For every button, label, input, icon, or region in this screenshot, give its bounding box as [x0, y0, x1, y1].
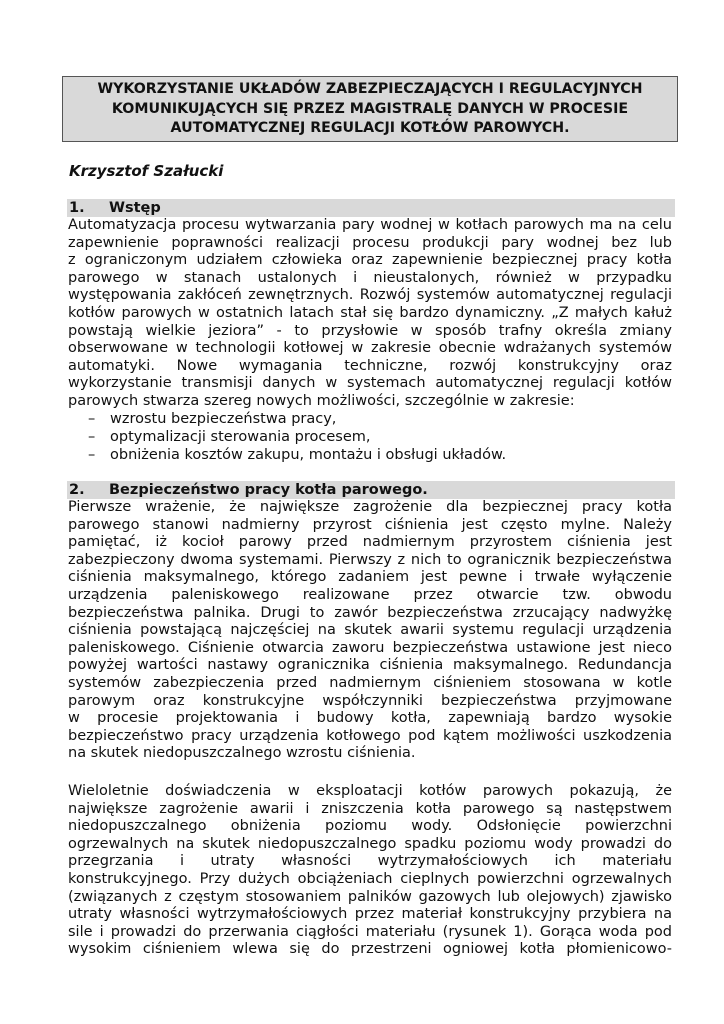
paragraph-line: ogrzewalnych na skutek niedopuszczalnego spadku poziomu wody prowadzi do — [68, 835, 672, 852]
title-line-3: AUTOMATYCZNEJ REGULACJI KOTŁÓW PAROWYCH. — [170, 120, 570, 136]
paragraph-line: na skutek niedopuszczalnego wzrostu ciśnienia. — [68, 745, 416, 762]
section-1-bullet-list — [88, 410, 506, 464]
dash-bullet-icon: – — [88, 411, 96, 427]
dash-bullet-icon: – — [88, 429, 96, 445]
section-1-paragraph — [68, 217, 672, 411]
section-1-heading — [67, 199, 675, 217]
paragraph-line: zapewnienie poprawności realizacji procesu produkcji pary wodnej bez lub — [68, 234, 672, 251]
section-2-number: 2. — [69, 482, 85, 498]
paragraph-line: ciśnienia powstającą najczęściej na skutek awarii systemu regulacji urządzenia — [68, 622, 672, 639]
paragraph-line: automatyki. Nowe wymagania techniczne, rozwój konstrukcyjny oraz — [68, 357, 672, 374]
paragraph-line: bezpieczeństwo pracy urządzenia kotłowego pod kątem możliwości uszkodzenia — [68, 727, 672, 744]
author-name: Krzysztof Szałucki — [69, 162, 224, 180]
list-item — [88, 410, 506, 428]
paragraph-line: urządzenia paleniskowego realizowane przez otwarcie tzw. obwodu — [68, 586, 672, 603]
paragraph-line: parowym oraz konstrukcyjne współczynniki bezpieczeństwa przyjmowane — [68, 692, 672, 709]
title-line-2: KOMUNIKUJĄCYCH SIĘ PRZEZ MAGISTRALĘ DANYCH W PROCESIE — [111, 100, 629, 117]
paragraph-line: zabezpieczony dwoma systemami. Pierwszy z nich to ogranicznik bezpieczeństwa — [68, 551, 672, 568]
document-title-box — [62, 76, 678, 142]
section-1-title: Wstęp — [109, 200, 161, 216]
section-2-title: Bezpieczeństwo pracy kotła parowego. — [109, 482, 428, 498]
list-item — [88, 446, 506, 464]
paragraph-line: Automatyzacja procesu wytwarzania pary wodnej w kotłach parowych ma na celu — [68, 217, 672, 233]
paragraph-line: sile i prowadzi do przerwania ciągłości materiału (rysunek 1). Gorąca woda pod — [68, 923, 672, 940]
paragraph-line: kotłów parowych w ostatnich latach stał się bardzo dynamiczny. „Z małych kałuż — [68, 304, 672, 321]
paragraph-line: największe zagrożenie awarii i zniszczenia kotła parowego są następstwem — [68, 800, 672, 817]
paragraph-line: przegrzania i utraty własności wytrzymałościowych ich materiału — [68, 853, 672, 870]
paragraph-line: utraty własności wytrzymałościowych przez materiał konstrukcyjny przybiera na — [68, 906, 672, 923]
paragraph-line: powstają wielkie jeziora” - to przysłowie w sposób trafny określa zmiany — [68, 322, 672, 339]
list-item-text: obniżenia kosztów zakupu, montażu i obsługi układów. — [110, 447, 507, 463]
paragraph-line: paleniskowego. Ciśnienie otwarcia zaworu bezpieczeństwa ustawione jest nieco — [68, 639, 672, 656]
list-item-text: wzrostu bezpieczeństwa pracy, — [110, 411, 337, 427]
paragraph-line: parowego w stanach ustalonych i nieustalonych, również w przypadku — [68, 269, 672, 286]
paragraph-line: bezpieczeństwa palnika. Drugi to zawór bezpieczeństwa zrzucający nadwyżkę — [68, 604, 672, 621]
section-2-paragraph-2 — [68, 783, 672, 959]
paragraph-line: pamiętać, iż kocioł parowy przed nadmiernym przyrostem ciśnienia jest — [68, 534, 672, 551]
paragraph-line: powyżej wartości nastawy ogranicznika ciśnienia maksymalnego. Redundancja — [68, 657, 672, 674]
paragraph-line: z ograniczonym udziałem człowieka oraz zapewnienie bezpiecznej pracy kotła — [68, 252, 672, 269]
paragraph-line: systemów zabezpieczenia przed nadmiernym ciśnieniem stosowana w kotle — [68, 674, 672, 691]
section-2-heading — [67, 481, 675, 499]
paragraph-line: obserwowane w technologii kotłowej w zakresie obecnie wdrażanych systemów — [68, 340, 672, 357]
paragraph-line: parowych stwarza szereg nowych możliwości, szczególnie w zakresie: — [68, 392, 575, 409]
paragraph-line: wykorzystanie transmisji danych w systemach automatycznej regulacji kotłów — [68, 375, 672, 392]
paragraph-line: w procesie projektowania i budowy kotła, zapewniają bardzo wysokie — [68, 710, 672, 727]
list-item-text: optymalizacji sterowania procesem, — [110, 429, 371, 445]
section-2-paragraph-1 — [68, 499, 672, 763]
paragraph-line: ciśnienia maksymalnego, którego zadaniem jest pewne i trwałe wyłączenie — [68, 569, 672, 586]
paragraph-line: wysokim ciśnieniem wlewa się do przestrzeni ogniowej kotła płomienicowo- — [68, 941, 672, 958]
title-line-1: WYKORZYSTANIE UKŁADÓW ZABEZPIECZAJĄCYCH I REGULACYJNYCH — [97, 81, 643, 97]
paragraph-line: niedopuszczalnego obniżenia poziomu wody. Odsłonięcie powierzchni — [68, 818, 672, 835]
dash-bullet-icon: – — [88, 447, 96, 463]
paragraph-line: występowania zakłóceń zewnętrznych. Rozwój systemów automatycznej regulacji — [68, 287, 672, 304]
section-1-number: 1. — [69, 200, 85, 216]
paragraph-line: Wieloletnie doświadczenia w eksploatacji kotłów parowych pokazują, że — [68, 783, 672, 799]
list-item — [88, 428, 506, 446]
paragraph-line: konstrukcyjnego. Przy dużych obciążeniach cieplnych powierzchni ogrzewalnych — [68, 870, 672, 887]
paragraph-line: (związanych z częstym stosowaniem palników gazowych lub olejowych) zjawisko — [68, 888, 672, 905]
paragraph-line: Pierwsze wrażenie, że największe zagrożenie dla bezpiecznej pracy kotła — [68, 499, 672, 515]
paragraph-line: parowego stanowi nadmierny przyrost ciśnienia jest często mylne. Należy — [68, 516, 672, 533]
